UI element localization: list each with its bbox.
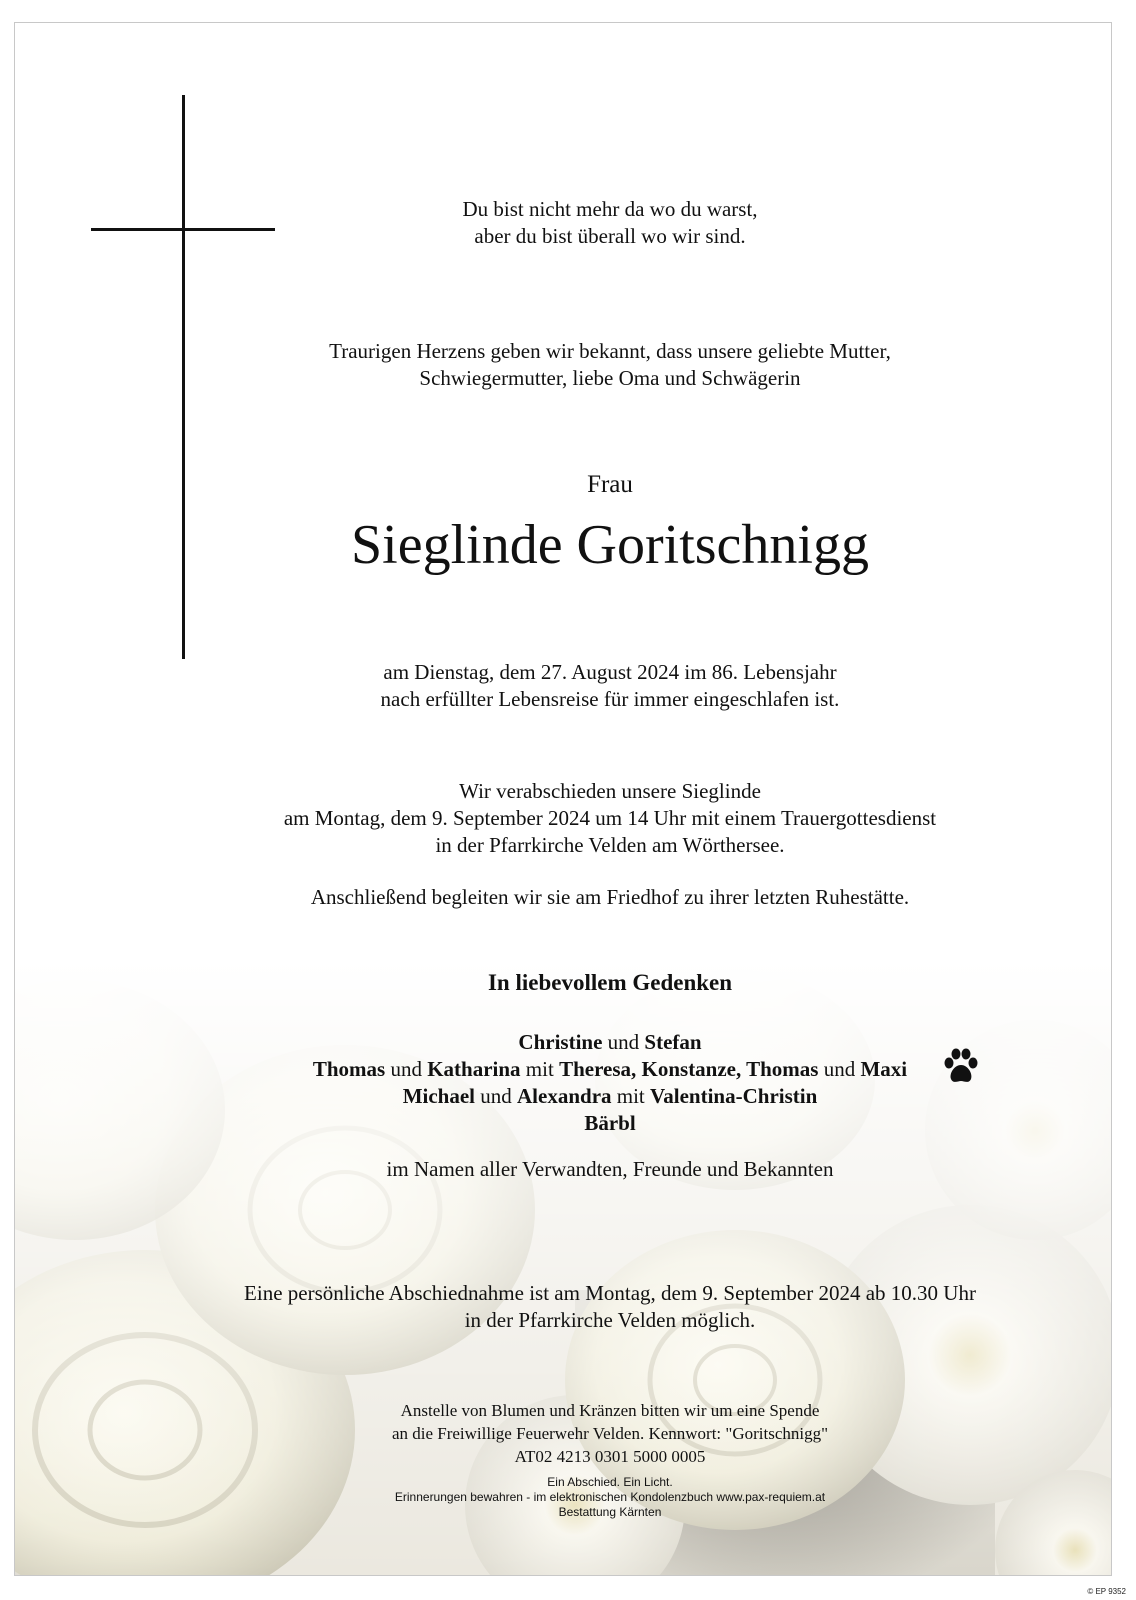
mourner-name: Bärbl — [584, 1111, 636, 1135]
donation-request — [180, 1399, 1040, 1468]
mourner-name: Katharina — [427, 1057, 521, 1081]
mourner-name: Thomas — [312, 1057, 386, 1081]
footer — [180, 1475, 1040, 1520]
quote-line: Du bist nicht mehr da wo du warst, — [462, 197, 758, 221]
on-behalf: im Namen aller Verwandten, Freunde und Bekannten — [386, 1157, 834, 1181]
donation-line: Anstelle von Blumen und Kränzen bitten wir um eine Spende — [400, 1401, 820, 1420]
donation-line: an die Freiwillige Feuerwehr Velden. Kennwort: "Goritschnigg" — [391, 1424, 829, 1443]
funeral-service-line: am Montag, dem 9. September 2024 um 14 Uhr mit einem Trauergottesdienst — [283, 806, 937, 830]
announcement — [180, 338, 1040, 392]
footer-line: Bestattung Kärnten — [558, 1505, 662, 1519]
death-notice — [180, 659, 1040, 713]
conjunction: mit — [525, 1057, 554, 1081]
memory-heading: In liebevollem Gedenken — [487, 970, 733, 995]
mourner-row — [180, 1029, 1040, 1056]
farewell-viewing — [180, 1280, 1040, 1334]
mourner-name: Stefan — [644, 1030, 702, 1054]
burial-notice: Anschließend begleiten wir sie am Friedhof zu ihrer letzten Ruhestätte. — [310, 885, 910, 909]
donation-iban: AT02 4213 0301 5000 0005 — [514, 1447, 706, 1466]
mourner-row — [180, 1083, 1040, 1110]
footer-line: Ein Abschied. Ein Licht. — [547, 1475, 673, 1489]
mourner-name: Theresa, Konstanze, Thomas — [559, 1057, 819, 1081]
mourner-name: Alexandra — [517, 1084, 612, 1108]
conjunction: und — [607, 1030, 640, 1054]
quote-line: aber du bist überall wo wir sind. — [474, 224, 746, 248]
mourner-row — [180, 1056, 1040, 1083]
quote — [180, 196, 1040, 250]
mourner-name: Christine — [518, 1030, 603, 1054]
announcement-line: Traurigen Herzens geben wir bekannt, dass unsere geliebte Mutter, — [329, 339, 891, 363]
footer-link-text: Erinnerungen bewahren - im elektronischen Kondolenzbuch www.pax-requiem.at — [394, 1490, 826, 1504]
mourner-name: Valentina-Christin — [650, 1084, 818, 1108]
death-notice-line: am Dienstag, dem 27. August 2024 im 86. Lebensjahr — [383, 660, 837, 684]
deceased-name: Sieglinde Goritschnigg — [351, 514, 869, 576]
mourner-name: Maxi — [860, 1057, 908, 1081]
conjunction: mit — [616, 1084, 645, 1108]
funeral-service — [180, 778, 1040, 859]
template-code: © EP 9352 — [1087, 1587, 1126, 1596]
announcement-line: Schwiegermutter, liebe Oma und Schwägerin — [419, 366, 801, 390]
conjunction: und — [823, 1057, 856, 1081]
death-notice-line: nach erfüllter Lebensreise für immer eingeschlafen ist. — [380, 687, 840, 711]
mourners-list — [180, 1029, 1040, 1137]
mourner-name: Michael — [402, 1084, 476, 1108]
salutation: Frau — [587, 471, 633, 498]
conjunction: und — [390, 1057, 422, 1081]
conjunction: und — [480, 1084, 512, 1108]
funeral-service-line: in der Pfarrkirche Velden am Wörthersee. — [435, 833, 785, 857]
funeral-service-line: Wir verabschieden unsere Sieglinde — [459, 779, 761, 803]
mourner-row — [180, 1110, 1040, 1137]
farewell-line: in der Pfarrkirche Velden möglich. — [464, 1308, 756, 1332]
paw-print-icon — [943, 1048, 979, 1086]
farewell-line: Eine persönliche Abschiednahme ist am Montag, dem 9. September 2024 ab 10.30 Uhr — [244, 1281, 976, 1305]
